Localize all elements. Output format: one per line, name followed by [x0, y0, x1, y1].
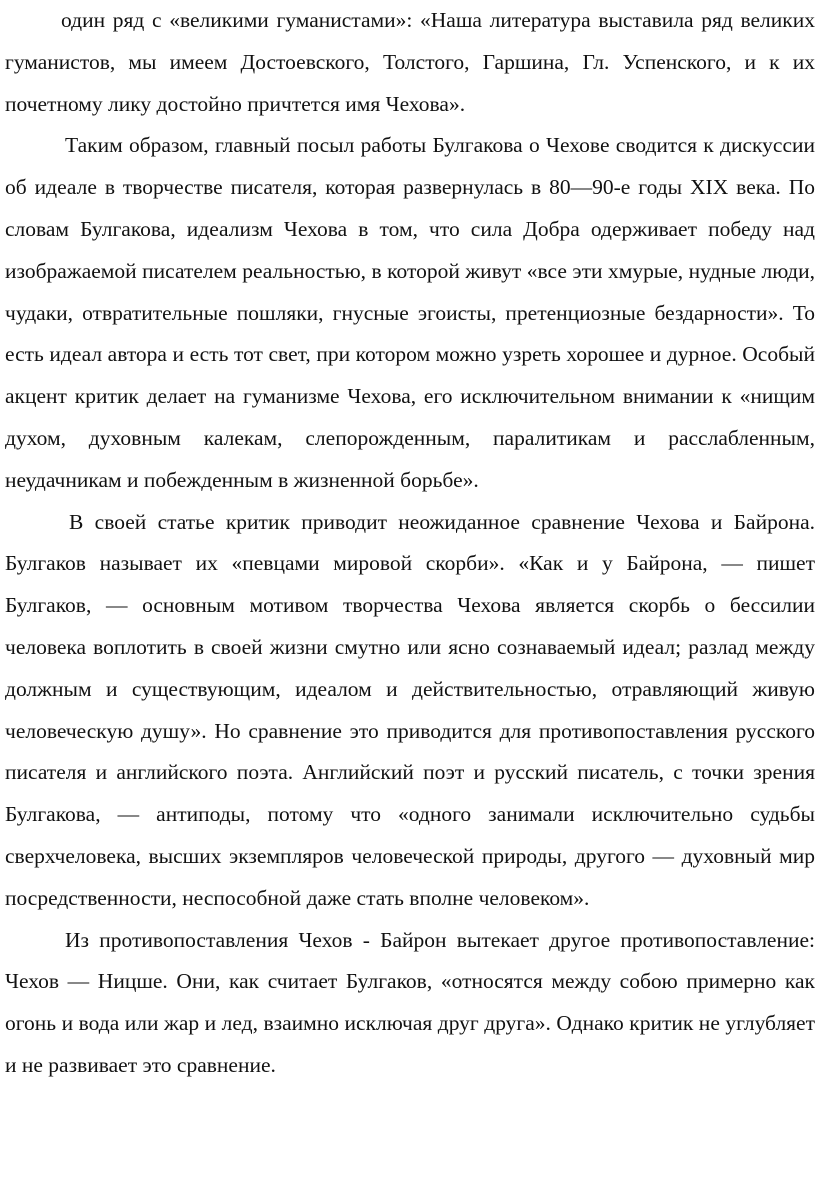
document-page — [5, 0, 815, 1087]
paragraph-1: один ряд с «великими гуманистами»: «Наша литература выставила ряд великих гуманистов, мы имеем Достоевского, Толстого, Гаршина, Гл. Успенского, и к их почетному лику достойно причтется имя Чехова». — [5, 8, 815, 116]
paragraph-4: Из противопоставления Чехов - Байрон вытекает другое противопоставление: Чехов — Ницше. Они, как считает Булгаков, «относятся между собою примерно как огонь и вода или жар и лед, взаимно исключая друг друга». Однако критик не углубляет и не развивает это сравнение. — [5, 927, 815, 1077]
paragraph-2: Таким образом, главный посыл работы Булгакова о Чехове сводится к дискуссии об идеале в творчестве писателя, которая развернулась в 80—90-е годы XIX века. По словам Булгакова, идеализм Чехова в том, что сила Добра одерживает победу над изображаемой писателем реальностью, в которой живут «все эти хмурые, нудные люди, чудаки, отвратительные пошляки, гнусные эгоисты, претенциозные бездарности». То есть идеал автора и есть тот свет, при котором можно узреть хорошее и дурное. Особый акцент критик делает на гуманизме Чехова, его исключительном внимании к «нищим духом, духовным калекам, слепорожденным, паралитикам и расслабленным, неудачникам и побежденным в жизненной борьбе». — [5, 133, 815, 492]
paragraph-3: В своей статье критик приводит неожиданное сравнение Чехова и Байрона. Булгаков называет их «певцами мировой скорби». «Как и у Байрона, — пишет Булгаков, — основным мотивом творчества Чехова является скорбь о бессилии человека воплотить в своей жизни смутно или ясно сознаваемый идеал; разлад между должным и существующим, идеалом и действительностью, отравляющий живую человеческую душу». Но сравнение это приводится для противопоставления русского писателя и английского поэта. Английский поэт и русский писатель, с точки зрения Булгакова, — антиподы, потому что «одного занимали исключительно судьбы сверхчеловека, высших экземпляров человеческой природы, другого — духовный мир посредственности, неспособной даже стать вполне человеком». — [5, 509, 815, 910]
